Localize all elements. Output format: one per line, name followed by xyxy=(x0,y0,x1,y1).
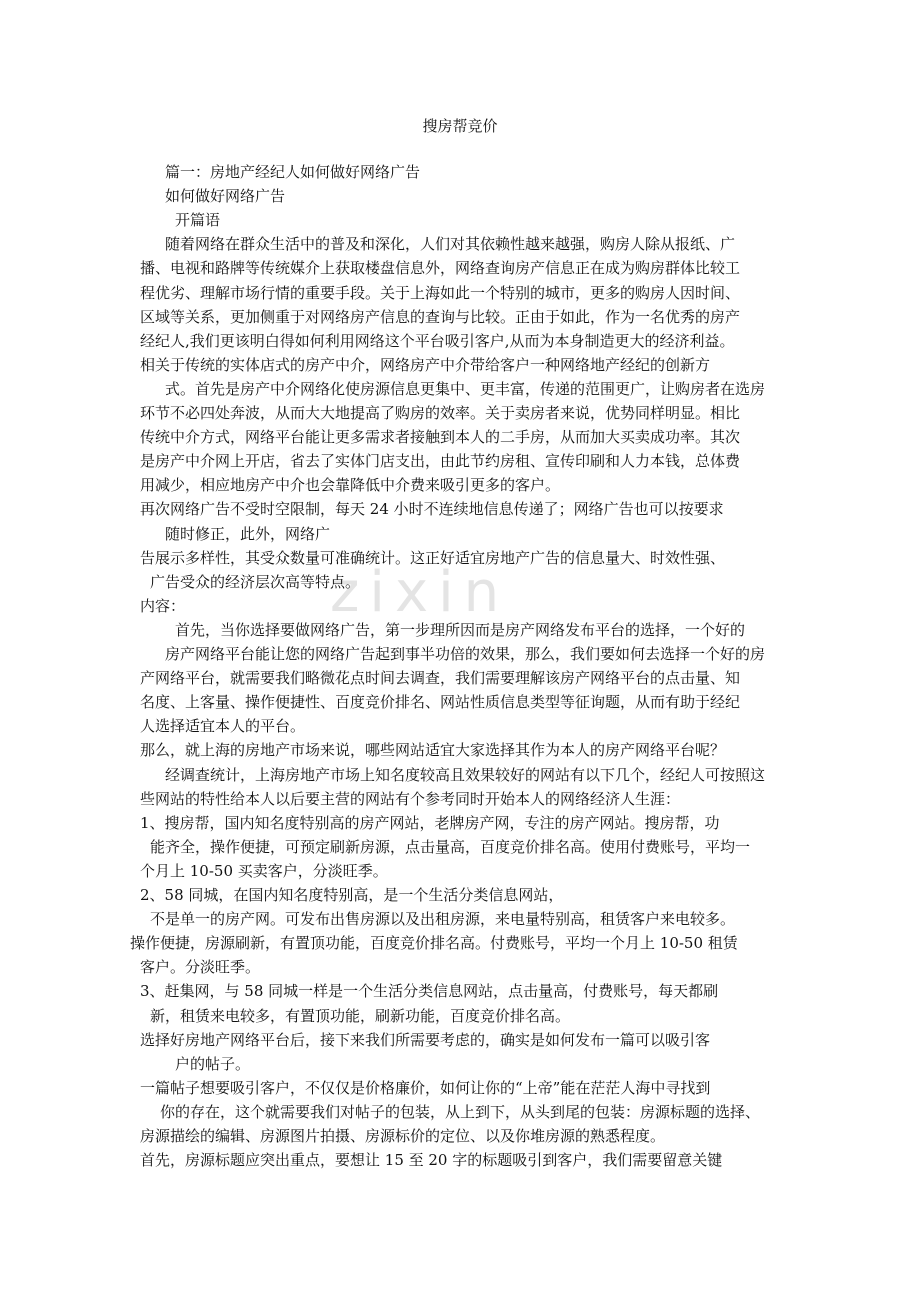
body-line: 内容： xyxy=(140,597,186,615)
body-line: 开篇语 xyxy=(175,211,221,229)
body-line: 3、赶集网，与 58 同城一样是一个生活分类信息网站，点击量高，付费账号，每天都刷 xyxy=(140,982,719,1000)
body-line: 些网站的特性给本人以后要主营的网站有个参考同时开始本人的网络经济人生涯： xyxy=(140,790,681,808)
body-line: 播、电视和路牌等传统媒介上获取楼盘信息外，网络查询房产信息正在成为购房群体比较工 xyxy=(140,259,741,277)
body-line: 那么，就上海的房地产市场来说，哪些网站适宜大家选择其作为本人的房产网络平台呢？ xyxy=(140,741,726,759)
body-line: 你的存在，这个就需要我们对帖子的包装，从上到下，从头到尾的包装：房源标题的选择、 xyxy=(160,1103,761,1121)
body-line: 房产网络平台能让您的网络广告起到事半功倍的效果，那么，我们要如何去选择一个好的房 xyxy=(165,645,766,663)
body-line: 随着网络在群众生活中的普及和深化，人们对其依赖性越来越强，购房人除从报纸、广 xyxy=(165,235,736,253)
body-line: 不是单一的房产网。可发布出售房源以及出租房源，来电量特别高，租赁客户来电较多。 xyxy=(150,910,736,928)
document-title: 搜房帮竞价 xyxy=(422,117,498,135)
body-line: 能齐全，操作便捷，可预定刷新房源，点击量高，百度竞价排名高。使用付费账号，平均一 xyxy=(150,838,751,856)
body-line: 再次网络广告不受时空限制，每天 24 小时不连续地信息传递了；网络广告也可以按要求 xyxy=(140,500,724,518)
body-line: 随时修正，此外，网络广 xyxy=(165,525,331,543)
body-line: 区域等关系，更加侧重于对网络房产信息的查询与比较。正由于如此，作为一名优秀的房产 xyxy=(140,308,741,326)
body-line: 经纪人,我们更该明白得如何利用网络这个平台吸引客户,从而为本身制造更大的经济利益。 xyxy=(140,332,735,350)
body-line: 如何做好网络广告 xyxy=(165,187,286,205)
body-line: 操作便捷，房源刷新，有置顶功能，百度竞价排名高。付费账号，平均一个月上 10-50 租赁 xyxy=(130,934,738,952)
body-line: 选择好房地产网络平台后，接下来我们所需要考虑的，确实是如何发布一篇可以吸引客 xyxy=(140,1031,711,1049)
body-line: 名度、上客量、操作便捷性、百度竞价排名、网站性质信息类型等征询题，从而有助于经纪 xyxy=(140,693,741,711)
body-line: 程优劣、理解市场行情的重要手段。关于上海如此一个特别的城市，更多的购房人因时间、 xyxy=(140,284,741,302)
body-line: 告展示多样性，其受众数量可准确统计。这正好适宜房地产广告的信息量大、时效性强、 xyxy=(140,549,726,567)
body-line: 是房产中介网上开店，省去了实体门店支出，由此节约房租、宣传印刷和人力本钱，总体费 xyxy=(140,452,741,470)
body-line: 传统中介方式，网络平台能让更多需求者接触到本人的二手房，从而加大买卖成功率。其次 xyxy=(140,428,741,446)
body-line: 2、58 同城，在国内知名度特别高，是一个生活分类信息网站， xyxy=(140,886,564,904)
body-line: 房源描绘的编辑、房源图片拍摄、房源标价的定位、以及你堆房源的熟悉程度。 xyxy=(140,1127,666,1145)
body-line: 个月上 10-50 买卖客户，分淡旺季。 xyxy=(140,862,388,880)
body-line: 产网络平台，就需要我们略微花点时间去调查，我们需要理解该房产网络平台的点击量、知 xyxy=(140,669,741,687)
body-line: 相关于传统的实体店式的房产中介，网络房产中介带给客户一种网络地产经纪的创新方 xyxy=(140,356,711,374)
watermark: zixin xyxy=(330,560,510,625)
body-line: 篇一：房地产经纪人如何做好网络广告 xyxy=(165,163,421,181)
body-line: 广告受众的经济层次高等特点。 xyxy=(150,573,361,591)
body-line: 人选择适宜本人的平台。 xyxy=(140,717,306,735)
body-line: 用减少，相应地房产中介也会靠降低中介费来吸引更多的客户。 xyxy=(140,476,561,494)
body-line: 户的帖子。 xyxy=(175,1055,251,1073)
body-line: 经调查统计，上海房地产市场上知名度较高且效果较好的网站有以下几个，经纪人可按照这 xyxy=(165,766,766,784)
body-line: 新，租赁来电较多，有置顶功能，刷新功能，百度竞价排名高。 xyxy=(150,1007,571,1025)
body-line: 式。首先是房产中介网络化使房源信息更集中、更丰富，传递的范围更广，让购房者在选房 xyxy=(165,380,766,398)
body-line: 一篇帖子想要吸引客户，不仅仅是价格廉价，如何让你的“上帝”能在茫茫人海中寻找到 xyxy=(140,1079,711,1097)
body-line: 首先，房源标题应突出重点，要想让 15 至 20 字的标题吸引到客户，我们需要留意关键 xyxy=(140,1151,723,1169)
body-line: 客户。分淡旺季。 xyxy=(140,958,261,976)
body-line: 首先，当你选择要做网络广告，第一步理所因而是房产网络发布平台的选择，一个好的 xyxy=(175,621,746,639)
body-line: 1、搜房帮，国内知名度特别高的房产网站，老牌房产网，专注的房产网站。搜房帮，功 xyxy=(140,814,720,832)
body-line: 环节不必四处奔波，从而大大地提高了购房的效率。关于卖房者来说，优势同样明显。相比 xyxy=(140,404,741,422)
